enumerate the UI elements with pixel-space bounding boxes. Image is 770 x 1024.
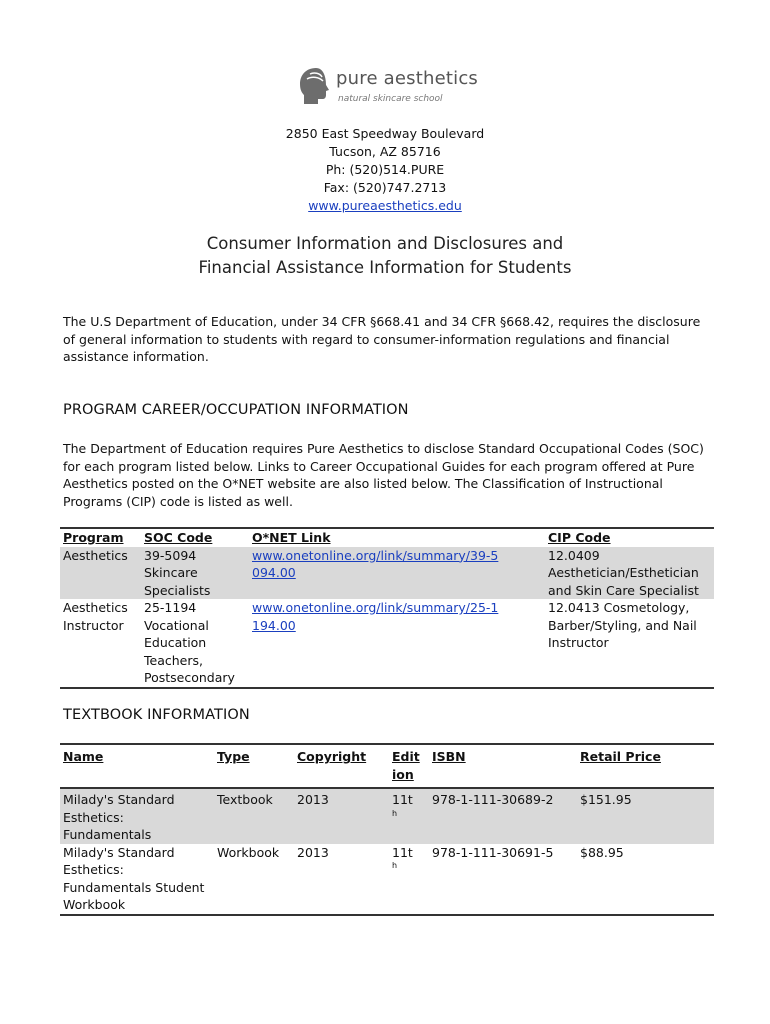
soc-code: 39-5094 Skincare Specialists bbox=[141, 547, 249, 600]
column-header-edition: Edit ion bbox=[389, 744, 429, 788]
table-row bbox=[60, 788, 714, 844]
program-name: Aesthetics Instructor bbox=[60, 599, 141, 688]
book-copyright: 2013 bbox=[294, 844, 389, 915]
soc-code: 25-1194 Vocational Education Teachers, Postsecondary bbox=[141, 599, 249, 688]
column-header-cip: CIP Code bbox=[545, 528, 714, 547]
book-price: $151.95 bbox=[577, 788, 714, 844]
address-phone: Ph: (520)514.PURE bbox=[325, 162, 445, 177]
school-address bbox=[0, 125, 770, 215]
cip-code: 12.0409 Aesthetician/Esthetician and Skin Care Specialist bbox=[545, 547, 714, 600]
column-header-isbn: ISBN bbox=[429, 744, 577, 788]
textbook-section-heading: TEXTBOOK INFORMATION bbox=[63, 707, 250, 723]
book-copyright: 2013 bbox=[294, 788, 389, 844]
book-isbn: 978-1-111-30689-2 bbox=[429, 788, 577, 844]
book-edition bbox=[389, 844, 429, 915]
cip-code: 12.0413 Cosmetology, Barber/Styling, and Nail Instructor bbox=[545, 599, 714, 688]
column-header-type: Type bbox=[214, 744, 294, 788]
book-price: $88.95 bbox=[577, 844, 714, 915]
edition-number: 11t bbox=[392, 844, 413, 860]
edition-suffix: h bbox=[392, 861, 398, 870]
onet-link[interactable]: www.onetonline.org/link/summary/39-5094.00 bbox=[252, 547, 499, 580]
book-name: Milady's Standard Esthetics: Fundamentals Student Workbook bbox=[60, 844, 214, 915]
program-name: Aesthetics bbox=[60, 547, 141, 600]
address-city: Tucson, AZ 85716 bbox=[329, 144, 441, 159]
book-type: Textbook bbox=[214, 788, 294, 844]
table-row bbox=[60, 599, 714, 688]
program-table bbox=[60, 527, 714, 689]
table-row bbox=[60, 547, 714, 600]
column-header-name: Name bbox=[60, 744, 214, 788]
website-link[interactable]: www.pureaesthetics.edu bbox=[308, 198, 462, 213]
program-section-heading: PROGRAM CAREER/OCCUPATION INFORMATION bbox=[63, 402, 409, 418]
address-fax: Fax: (520)747.2713 bbox=[323, 180, 447, 195]
column-header-program: Program bbox=[60, 528, 141, 547]
onet-link[interactable]: www.onetonline.org/link/summary/25-1194.00 bbox=[252, 600, 499, 633]
book-type: Workbook bbox=[214, 844, 294, 915]
title-line-2: Financial Assistance Information for Students bbox=[198, 258, 572, 277]
column-header-price: Retail Price bbox=[577, 744, 714, 788]
intro-paragraph: The U.S Department of Education, under 34 CFR §668.41 and 34 CFR §668.42, requires the disclosure of general information to students with regard to consumer-information regulations and financial assistance information. bbox=[63, 314, 701, 364]
column-header-soc: SOC Code bbox=[141, 528, 249, 547]
book-edition bbox=[389, 788, 429, 844]
column-header-copyright: Copyright bbox=[294, 744, 389, 788]
program-paragraph: The Department of Education requires Pure Aesthetics to disclose Standard Occupational Codes (SOC) for each program listed below. Links to Career Occupational Guides for each program offered at Pure Aesthetics posted on the O*NET website are also listed below. The Classification of Instructional Programs (CIP) code is listed as well. bbox=[63, 441, 704, 509]
page-title bbox=[0, 232, 770, 280]
book-name: Milady's Standard Esthetics: Fundamentals bbox=[60, 788, 214, 844]
title-line-1: Consumer Information and Disclosures and bbox=[206, 234, 564, 253]
address-street: 2850 East Speedway Boulevard bbox=[285, 126, 485, 141]
textbook-table bbox=[60, 743, 714, 916]
edition-number: 11t bbox=[392, 792, 413, 807]
face-profile-icon bbox=[296, 66, 332, 106]
logo-name: pure aesthetics bbox=[336, 68, 478, 89]
edition-suffix: h bbox=[392, 808, 398, 818]
logo-tagline: natural skincare school bbox=[338, 94, 443, 104]
book-isbn: 978-1-111-30691-5 bbox=[429, 844, 577, 915]
table-row bbox=[60, 844, 714, 915]
school-logo bbox=[296, 66, 486, 110]
column-header-onet: O*NET Link bbox=[249, 528, 545, 547]
